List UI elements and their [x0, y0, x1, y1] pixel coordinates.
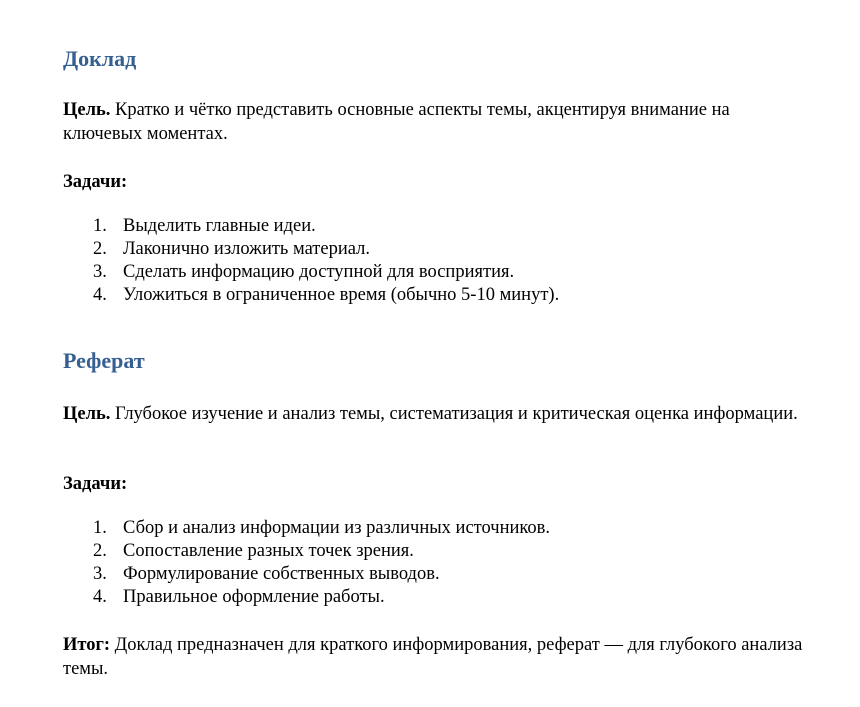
- list-item: 1. Сбор и анализ информации из различных источников.: [93, 518, 551, 538]
- list-item: 3. Формулирование собственных выводов.: [93, 564, 440, 584]
- list-item: 2. Лаконично изложить материал.: [93, 239, 370, 259]
- goal-paragraph-doklad: [63, 98, 808, 146]
- list-item: 4. Уложиться в ограниченное время (обычно 5-10 минут).: [93, 285, 560, 305]
- goal-text: Глубокое изучение и анализ темы, систематизация и критическая оценка информации.: [110, 404, 798, 424]
- goal-text: Кратко и чётко представить основные аспекты темы, акцентируя внимание на ключевых моментах.: [63, 100, 730, 144]
- section-heading-referat: Реферат: [63, 348, 145, 373]
- goal-paragraph-referat: [63, 402, 808, 426]
- summary-label: Итог:: [63, 635, 111, 655]
- tasks-label-referat: Задачи:: [63, 474, 128, 494]
- goal-label: Цель.: [63, 100, 111, 120]
- tasks-list-referat: [63, 517, 550, 609]
- list-item: 1. Выделить главные идеи.: [93, 216, 316, 236]
- list-item: 3. Сделать информацию доступной для восприятия.: [93, 262, 515, 282]
- list-item: 2. Сопоставление разных точек зрения.: [93, 541, 414, 561]
- goal-label: Цель.: [63, 404, 111, 424]
- tasks-label-doklad: Задачи:: [63, 172, 128, 192]
- summary-text: Доклад предназначен для краткого информирования, реферат — для глубокого анализа темы.: [63, 635, 803, 679]
- list-item: 4. Правильное оформление работы.: [93, 587, 385, 607]
- tasks-list-doklad: [63, 215, 559, 307]
- summary-paragraph: [63, 633, 808, 681]
- section-heading-doklad: Доклад: [63, 46, 137, 71]
